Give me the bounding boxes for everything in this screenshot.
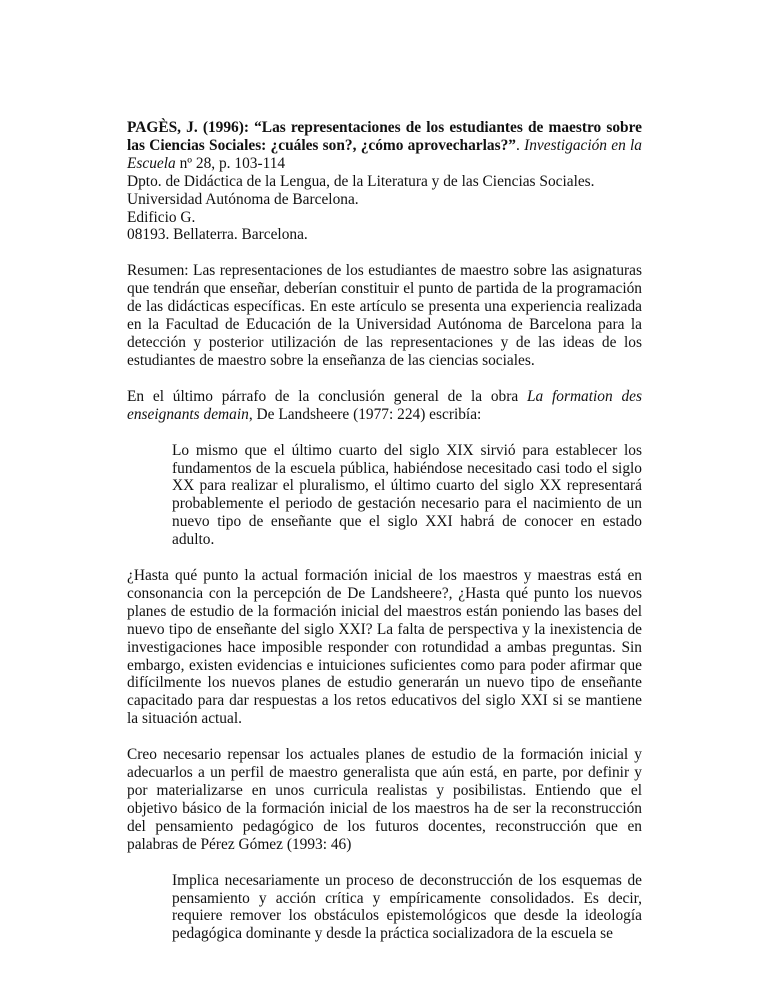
intro-paragraph: En el último párrafo de la conclusión general de la obra La formation des enseignants demain, De Landsheere (1977: 224) escribía:	[127, 387, 642, 423]
document-page	[127, 119, 642, 943]
affiliation-address: 08193. Bellaterra. Barcelona.	[127, 226, 308, 244]
paragraph-2: ¿Hasta qué punto la actual formación inicial de los maestros y maestras está en consonancia con la percepción de De Landsheere?, ¿Hasta qué punto los nuevos planes de estudio de la formación inicial del maestros están poniendo las bases del nuevo tipo de enseñante del siglo XXI? La falta de perspectiva y la inexistencia de investigaciones hace imposible responder con rotundidad a ambas preguntas. Sin embargo, existen evidencias e intuiciones suficientes como para poder afirmar que difícilmente los nuevos planes de estudio generarán un nuevo tipo de enseñante capacitado para dar respuestas a los retos educativos del siglo XXI si se mantiene la situación actual.	[127, 567, 642, 728]
affiliation-department: Dpto. de Didáctica de la Lengua, de la Literatura y de las Ciencias Sociales.	[127, 172, 595, 190]
block-quote-1: Lo mismo que el último cuarto del siglo XIX sirvió para establecer los fundamentos de la escuela pública, habiéndose necesitado casi todo el siglo XX para realizar el pluralismo, el último cuarto del siglo XX representará probablemente el periodo de gestación necesario para el nacimiento de un nuevo tipo de enseñante que el siglo XXI habrá de conocer en estado adulto.	[172, 441, 642, 549]
affiliation-building: Edificio G.	[127, 208, 196, 226]
reference-authors: PAGÈS, J. (1996):	[127, 119, 255, 136]
reference-issue: nº 28, p. 103-114	[175, 154, 286, 172]
reference-citation: PAGÈS, J. (1996): “Las representaciones de los estudiantes de maestro sobre las Ciencias Sociales: ¿cuáles son?, ¿cómo aprovecharlas?”. Investigación en la Escuela nº 28, p. 103-114	[127, 119, 642, 172]
reference-journal: Investigación en la Escuela	[127, 136, 642, 172]
work-title: La formation des enseignants demain	[127, 387, 642, 423]
affiliation-university: Universidad Autónoma de Barcelona.	[127, 190, 359, 208]
reference-title: “Las representaciones de los estudiantes de maestro sobre las Ciencias Sociales: ¿cuáles son?, ¿cómo aprovecharlas?”	[127, 119, 642, 154]
paragraph-3: Creo necesario repensar los actuales planes de estudio de la formación inicial y adecuarlos a un perfil de maestro generalista que aún está, en parte, por definir y por materializarse en unos curricula realistas y posibilistas. Entiendo que el objetivo básico de la formación inicial de los maestros ha de ser la reconstrucción del pensamiento pedagógico de los futuros docentes, reconstrucción que en palabras de Pérez Gómez (1993: 46)	[127, 746, 642, 853]
block-quote-2: Implica necesariamente un proceso de deconstrucción de los esquemas de pensamiento y acción crítica y empíricamente consolidados. Es decir, requiere remover los obstáculos epistemológicos que desde la ideología pedagógica dominante y desde la práctica socializadora de la escuela se	[172, 871, 642, 943]
abstract: Resumen: Las representaciones de los estudiantes de maestro sobre las asignaturas que tendrán que enseñar, deberían constituir el punto de partida de la programación de las didácticas específicas. En este artículo se presenta una experiencia realizada en la Facultad de Educación de la Universidad Autónoma de Barcelona para la detección y posterior utilización de las representaciones y de las ideas de los estudiantes de maestro sobre la enseñanza de las ciencias sociales.	[127, 262, 642, 369]
